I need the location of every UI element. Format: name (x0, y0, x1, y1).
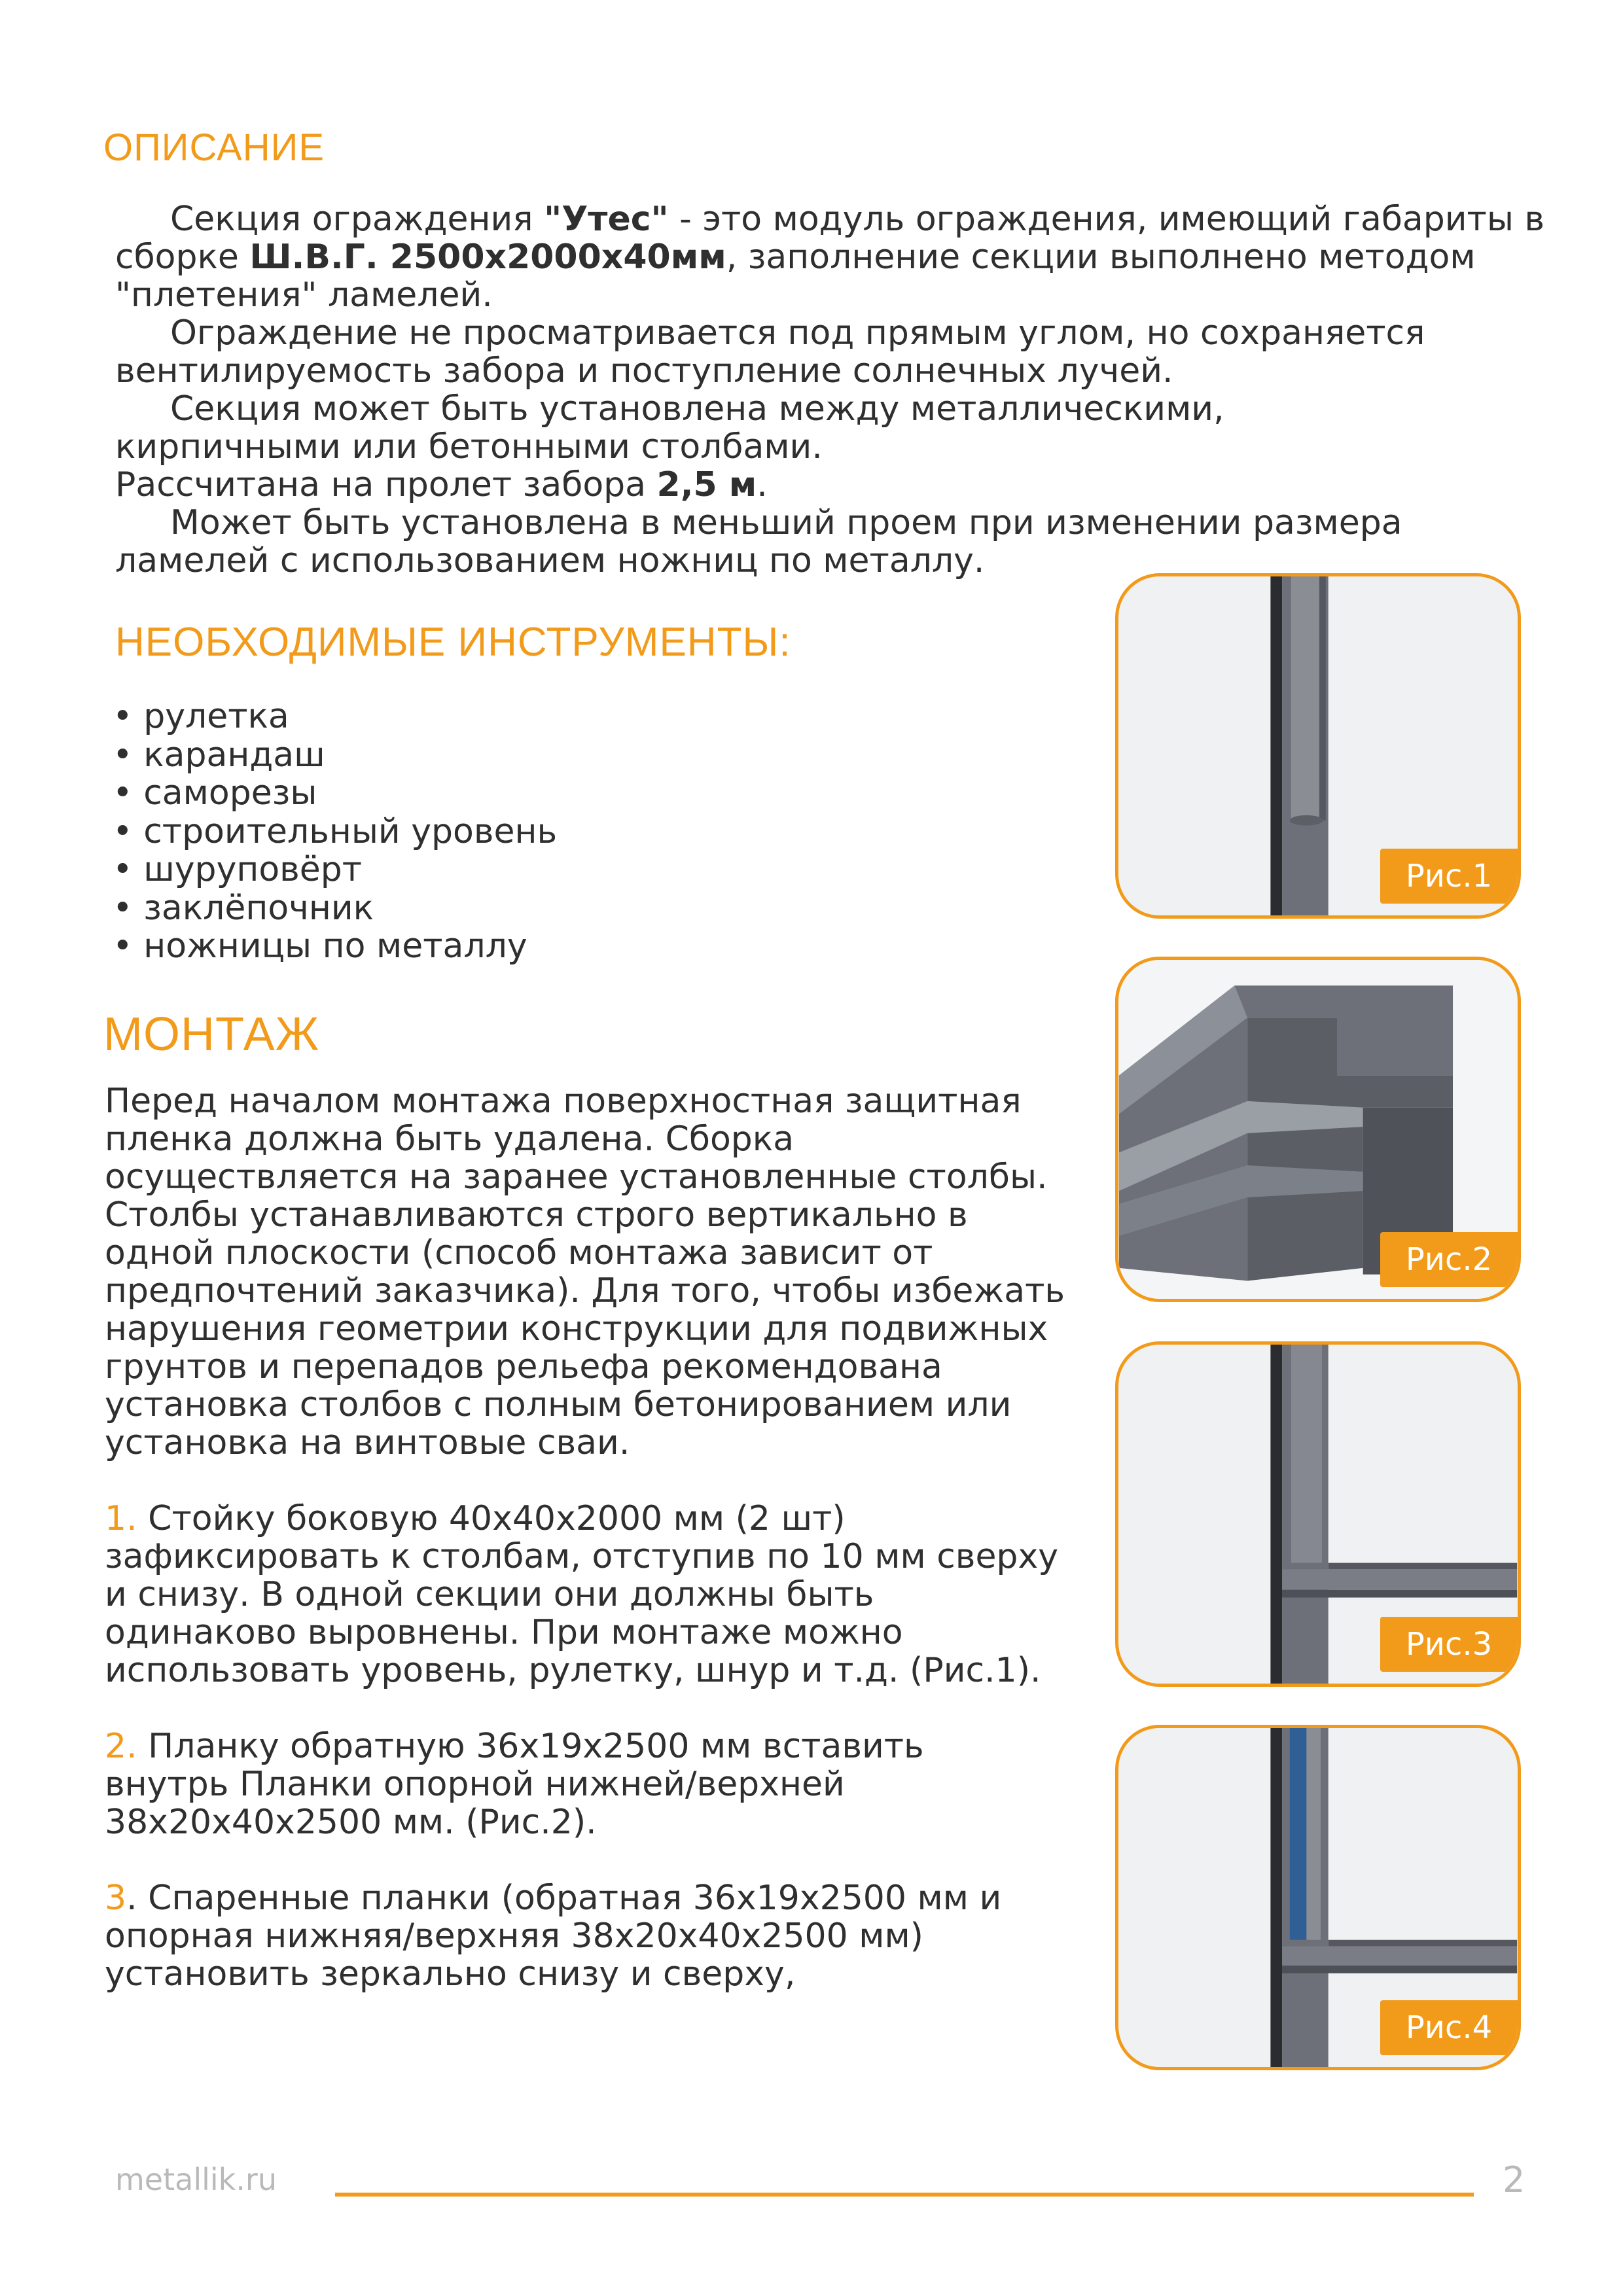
list-item: • саморезы (113, 774, 557, 813)
figure-1 (1115, 573, 1521, 919)
figure-label: Рис.4 (1380, 2000, 1518, 2055)
span-length: 2,5 м (656, 465, 757, 504)
figure-4 (1115, 1725, 1521, 2070)
description-paragraph-3: Секция может быть установлена между металлическими, кирпичными или бетонными столбами. (115, 389, 1224, 467)
description-paragraph-5: Может быть установлена в меньший проем при изменении размера ламелей с использованием ножниц по металлу. (115, 503, 1402, 580)
mounting-step-1 (105, 1500, 1067, 1689)
list-item: • карандаш (113, 736, 557, 775)
step-text: . Спаренные планки (обратная 36x19x2500 мм и опорная нижняя/верхняя 38x20x40x2500 мм) установить зеркально снизу и сверху, (105, 1879, 1002, 1994)
step-number: 2. (105, 1727, 137, 1766)
figure-2 (1115, 957, 1521, 1302)
step-text: Стойку боковую 40x40x2000 мм (2 шт) зафиксировать к столбам, отступив по 10 мм сверху и снизу. В одной секции они должны быть одинаково выровнены. При монтаже можно использовать уровень, рулетку, шнур и т.д. (Рис.1). (105, 1499, 1058, 1690)
description-paragraph-2: Ограждение не просматривается под прямым углом, но сохраняется вентилируемость забора и поступление солнечных лучей. (115, 313, 1425, 391)
step-number: 1. (105, 1499, 137, 1538)
list-item: • заклёпочник (113, 889, 557, 928)
description-text (115, 200, 1555, 580)
description-paragraph-4 (115, 466, 1555, 504)
list-item: • ножницы по металлу (113, 927, 557, 966)
tools-list (113, 698, 557, 966)
mounting-heading: МОНТАЖ (103, 1008, 320, 1061)
footer-site: metallik.ru (115, 2162, 277, 2197)
mounting-text (105, 1082, 1067, 1993)
description-heading: ОПИСАНИЕ (103, 126, 325, 169)
tools-heading: НЕОБХОДИМЫЕ ИНСТРУМЕНТЫ: (115, 620, 791, 665)
step-number: 3 (105, 1879, 127, 1918)
mounting-intro: Перед началом монтажа поверхностная защитная пленка должна быть удалена. Сборка осуществляется на заранее установленные столбы. Столбы устанавливаются строго вертикально в одной плоскости (способ монтажа зависит от предпочтений заказчика). Для того, чтобы избежать нарушения геометрии конструкции для подвижных грунтов и перепадов рельефа рекомендована установка столбов с полным бетонированием или установка на винтовые сваи. (105, 1082, 1065, 1462)
dimensions: Ш.В.Г. 2500x2000x40мм (249, 238, 726, 277)
list-item: • шуруповёрт (113, 851, 557, 889)
mounting-step-2 (105, 1727, 1014, 1841)
text-span: - это модуль ограждения, имеющий габариты в сборке (115, 200, 1545, 277)
text-span: , заполнение секции выполнено методом "плетения" ламелей. (115, 238, 1476, 315)
figure-label: Рис.1 (1380, 849, 1518, 904)
text-span: Секция ограждения (170, 200, 544, 239)
figure-3 (1115, 1341, 1521, 1687)
list-item: • рулетка (113, 698, 557, 736)
description-paragraph-1 (115, 200, 1555, 314)
page-number: 2 (1503, 2159, 1525, 2200)
list-item: • строительный уровень (113, 813, 557, 851)
step-text: Планку обратную 36x19x2500 мм вставить внутрь Планки опорной нижней/верхней 38x20x40x2500 мм. (Рис.2). (105, 1727, 924, 1842)
product-name: "Утес" (544, 200, 669, 239)
mounting-step-3 (105, 1879, 1034, 1993)
footer-divider (335, 2193, 1474, 2197)
text-span: . (757, 465, 768, 504)
text-span: Рассчитана на пролет забора (115, 465, 657, 504)
figure-label: Рис.3 (1380, 1617, 1518, 1672)
figure-label: Рис.2 (1380, 1232, 1518, 1287)
